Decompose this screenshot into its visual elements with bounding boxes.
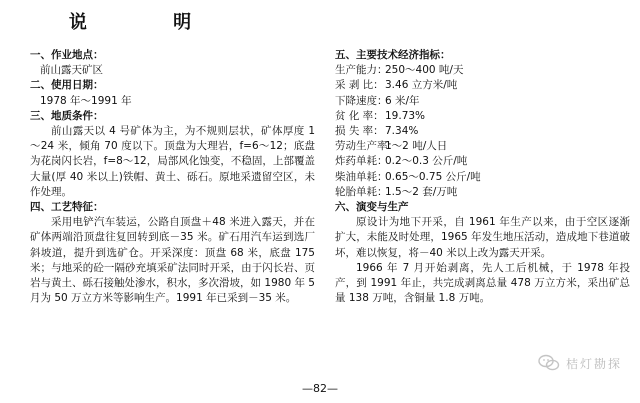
section-2-heading: 二、使用日期： xyxy=(30,79,104,92)
section-4-paragraph: 采用电铲汽车装运，公路自顶盘＋48 米进入露天，并在矿体两端沿顶盘往复回转到底－35 米。矿石用汽车运到选厂斜坡道，提升到选矿仓。开采深度：顶盘 68 米，底盘 175 米；与地采的砼一隔砂充填采矿法同时开采，由于闪长岩、页岩与黄土、砾石接触处渗水，积水，多次滑坡，如 1980 年 5 月为 50 万立方米等影响生产。1991 年已采到－35 米。 xyxy=(30,216,315,305)
wechat-icon xyxy=(538,354,560,372)
metric-value: 7.34% xyxy=(385,125,419,138)
section-1-text: 前山露天矿区 xyxy=(40,64,103,77)
metric-label: 损 失 率： xyxy=(335,125,384,138)
watermark xyxy=(538,354,622,372)
metric-row xyxy=(335,94,630,109)
metric-label: 贫 化 率： xyxy=(335,109,384,122)
left-column xyxy=(30,48,315,306)
metric-label: 炸药单耗： xyxy=(335,155,388,168)
metric-value: 250～400 吨/天 xyxy=(385,64,464,77)
section-6-paragraph-1: 原设计为地下开采，自 1961 年生产以来，由于空区逐渐扩大，未能及时处理，1965 年发生地压活动，造成地下巷道破坏，难以恢复，将－40 米以上改为露天开采。 xyxy=(335,216,630,259)
metric-value: 1.5～2 套/万吨 xyxy=(385,185,458,198)
metric-value: 0.2～0.3 公斤/吨 xyxy=(385,155,468,168)
metric-value: 3.46 立方米/吨 xyxy=(385,79,458,92)
metric-value: 0.65～0.75 公斤/吨 xyxy=(385,170,481,183)
section-3-heading: 三、地质条件： xyxy=(30,109,104,122)
metric-row xyxy=(335,78,630,93)
metric-row xyxy=(335,170,630,185)
metric-label: 劳动生产率： xyxy=(335,140,398,153)
metric-row xyxy=(335,139,630,154)
section-4-heading: 四、工艺特征： xyxy=(30,201,104,214)
metric-row xyxy=(335,154,630,169)
section-5-heading: 五、主要技术经济指标： xyxy=(335,49,451,61)
section-6-heading: 六、演变与生产 xyxy=(335,201,409,214)
metric-row xyxy=(335,63,630,78)
metric-row xyxy=(335,185,630,200)
metric-value: 19.73% xyxy=(385,109,426,122)
metric-value: 1～2 吨/人日 xyxy=(385,140,448,153)
section-1-heading: 一、作业地点： xyxy=(30,49,104,61)
right-column xyxy=(335,48,630,306)
metric-label: 下降速度： xyxy=(335,94,388,107)
metric-row xyxy=(335,109,630,124)
watermark-text: 桔灯勘探 xyxy=(565,356,622,371)
metric-label: 采 剥 比： xyxy=(335,79,384,92)
metric-label: 柴油单耗： xyxy=(335,170,388,183)
section-3-paragraph: 前山露天以 4 号矿体为主，为不规则层状，矿体厚度 1～24 米，倾角 70 度以下。顶盘为大理岩，f=6～12；底盘为花岗闪长岩，f=8～12，局部风化蚀变，不稳固，上部覆盖大量(厚 40 米以上)铁帽、黄土、砾石。原地采遗留空区，未作处理。 xyxy=(30,125,315,198)
page-title: 说 明 xyxy=(68,12,232,33)
section-6-paragraph-2: 1966 年 7 月开始剥离，先人工后机械，于 1978 年投产，到 1991 年止，共完成剥离总量 478 万立方米，采出矿总量 138 万吨，含铜量 1.8 万吨。 xyxy=(335,261,630,305)
metric-label: 生产能力： xyxy=(335,64,388,77)
metric-label: 轮胎单耗： xyxy=(335,185,388,198)
metric-row xyxy=(335,124,630,139)
metric-value: 6 米/年 xyxy=(385,94,420,107)
metrics-list xyxy=(335,63,630,200)
page-number: —82— xyxy=(302,382,338,395)
section-2-text: 1978 年～1991 年 xyxy=(40,94,132,107)
